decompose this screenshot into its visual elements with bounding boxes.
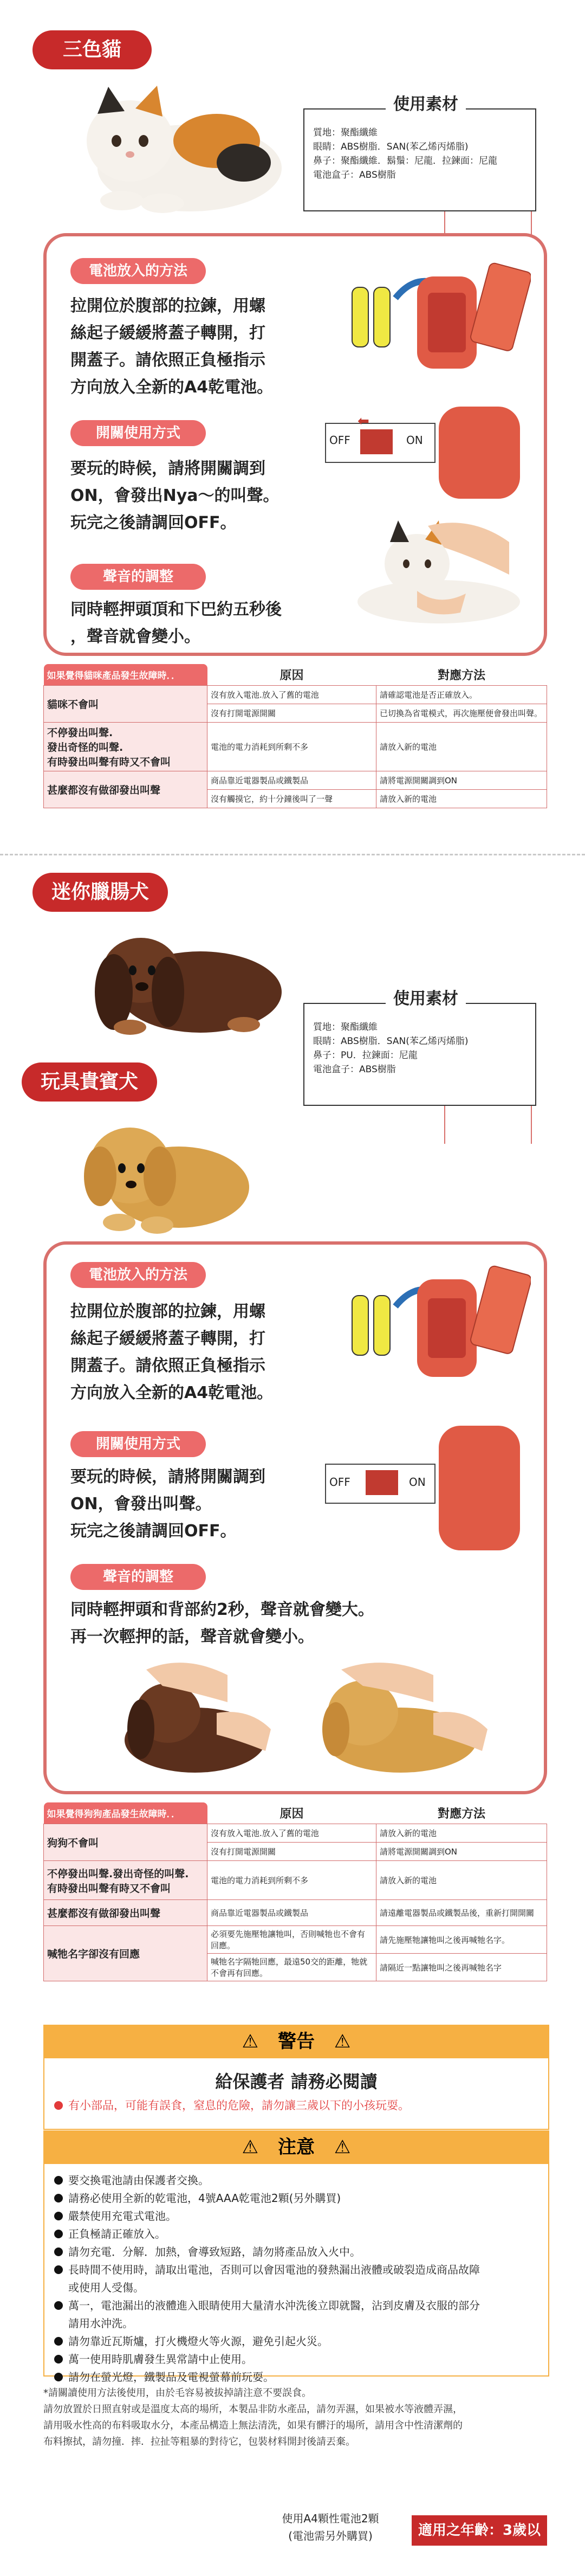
dog-sound-text: 同時輕押頭和背部約2秒，聲音就會變大。 再一次輕押的話，聲音就會變小。 bbox=[70, 1600, 374, 1646]
caution-bullet bbox=[54, 2337, 63, 2346]
cat-trouble-cause: 商品靠近電器製品或鐵製品 bbox=[207, 771, 376, 790]
off-label: OFF bbox=[329, 434, 350, 447]
warning-bullet bbox=[54, 2101, 63, 2110]
caution-item: 請務必使用全新的乾電池，4號AAA乾電池2顆(另外購買) bbox=[68, 2192, 341, 2205]
cat-battery-text: 拉開位於腹部的拉鍊，用螺 絲起子緩緩將蓋子轉開，打 開蓋子。請依照正負極指示 方向放入全新的A4乾電池。 bbox=[70, 297, 274, 397]
dog-trouble-question: 不停發出叫聲.發出奇怪的叫聲. 有時發出叫聲有時又不會叫 bbox=[44, 1861, 207, 1900]
dog-trouble-title: 如果覺得狗狗產品發生故障時．． bbox=[44, 1802, 207, 1824]
on-label: ON bbox=[409, 1476, 426, 1489]
battery-note: 使用A4顆性電池2顆 (電池需另外購買) bbox=[282, 2512, 379, 2542]
dog-battery-text: 拉開位於腹部的拉鍊，用螺 絲起子緩緩將蓋子轉開，打 開蓋子。請依照正負極指示 方向放入全新的A4乾電池。 bbox=[70, 1302, 274, 1402]
dog-switch-text: 要玩的時候，請將開關調到 ON，會發出叫聲。 玩完之後請調回OFF。 bbox=[70, 1467, 265, 1541]
dog-trouble-fix: 請將電源開關調到ON bbox=[376, 1843, 547, 1861]
switch-slider bbox=[366, 1470, 398, 1495]
switch-arrow: ⬅ bbox=[358, 413, 369, 429]
cat-trouble-fix: 請放入新的電池 bbox=[376, 790, 547, 808]
dog-material-line: 眼睛：ABS樹脂．SAN(苯乙烯丙烯脂) bbox=[313, 1036, 469, 1047]
caution-item: 要交換電池請由保護者交換。 bbox=[68, 2174, 209, 2187]
caution-triangle-icon: ⚠ bbox=[242, 2136, 259, 2158]
dog-trouble-cause: 必須要先施壓牠讓牠叫，否則喊牠也不會有回應。 bbox=[207, 1926, 376, 1954]
caution-item: 嚴禁使用充電式電池。 bbox=[68, 2210, 177, 2223]
cat-col-fix: 對應方法 bbox=[437, 669, 485, 682]
cat-trouble-question: 甚麼都沒有做卻發出叫聲 bbox=[44, 771, 207, 808]
dog-squeeze-illustration bbox=[108, 1648, 520, 1783]
cat-sound-label: 聲音的調整 bbox=[70, 564, 206, 590]
dog-battery-label: 電池放入的方法 bbox=[70, 1262, 206, 1288]
caution-item: 萬一使用時肌膚發生異常請中止使用。 bbox=[68, 2353, 252, 2366]
cat-switch-illustration bbox=[325, 407, 525, 499]
dog-trouble-cause: 商品靠近電器製品或鐵製品 bbox=[207, 1900, 376, 1926]
cat-trouble-fix: 已切換為省電模式，再次施壓便會發出叫聲。 bbox=[376, 704, 547, 723]
guide-line bbox=[531, 1106, 532, 1144]
dog-trouble-fix: 請遠離電器製品或鐵製品後，重新打開開關 bbox=[376, 1900, 547, 1926]
caution-triangle-icon: ⚠ bbox=[334, 2136, 351, 2158]
dachshund-title: 迷你臘腸犬 bbox=[32, 873, 168, 912]
poodle-title: 玩具貴賓犬 bbox=[22, 1062, 157, 1102]
cat-trouble-cause: 沒有打開電源開關 bbox=[207, 704, 376, 723]
battery-insert-illustration bbox=[336, 1258, 531, 1388]
cat-title: 三色貓 bbox=[32, 30, 152, 69]
cat-squeeze-illustration bbox=[347, 499, 531, 629]
warning-title: 警告 bbox=[278, 2031, 315, 2052]
caution-item: 請勿在螢光燈，鐵製品及電視螢幕前玩耍。 bbox=[68, 2371, 274, 2384]
guide-line bbox=[444, 1106, 445, 1144]
caution-item: 請勿充電．分解．加熱，會導致短路，請勿將產品放入火中。 bbox=[68, 2245, 361, 2258]
cat-sound-text: 同時輕押頭頂和下巴約五秒後 ，聲音就會變小。 bbox=[70, 600, 282, 646]
dog-trouble-fix: 請放入新的電池 bbox=[376, 1824, 547, 1843]
dog-trouble-cause: 喊牠名字隔牠回應，最遠50交的距離，牠就不會再有回應。 bbox=[207, 1954, 376, 1981]
dog-col-cause: 原因 bbox=[280, 1807, 304, 1821]
caution-bullet bbox=[54, 2265, 63, 2274]
cat-material-line: 電池盒子：ABS樹脂 bbox=[313, 170, 396, 181]
dog-material-line: 電池盒子：ABS樹脂 bbox=[313, 1064, 396, 1075]
cat-trouble-fix: 請放入新的電池 bbox=[376, 723, 547, 771]
cat-materials-heading: 使用素材 bbox=[386, 98, 466, 112]
warning-triangle-icon: ⚠ bbox=[242, 2031, 259, 2052]
caution-bullet bbox=[54, 2176, 63, 2185]
dog-switch-illustration bbox=[325, 1426, 525, 1550]
caution-header bbox=[43, 2130, 549, 2164]
cat-material-line: 鼻子：聚酯纖維．鬍鬚：尼龍．拉鍊面：尼龍 bbox=[313, 156, 497, 166]
cat-switch-text: 要玩的時候，請將開關調到 ON，會發出Nya～的叫聲。 玩完之後請調回OFF。 bbox=[70, 459, 280, 532]
cat-trouble-question: 貓咪不會叫 bbox=[44, 686, 207, 723]
cat-trouble-fix: 請確認電池是否正確放入。 bbox=[376, 686, 547, 704]
cat-trouble-question: 不停發出叫聲. 發出奇怪的叫聲. 有時發出叫聲有時又不會叫 bbox=[44, 723, 207, 771]
cat-materials-box bbox=[303, 95, 536, 211]
dog-trouble-cause: 沒有打開電源開關 bbox=[207, 1843, 376, 1861]
switch-slider bbox=[360, 429, 393, 454]
cat-battery-label: 電池放入的方法 bbox=[70, 258, 206, 284]
caution-item: 請用水沖洗。 bbox=[68, 2317, 133, 2330]
dog-trouble-fix: 請先施壓牠讓牠叫之後再喊牠名字。 bbox=[376, 1926, 547, 1954]
warning-header bbox=[43, 2025, 549, 2058]
age-badge: 適用之年齡：3歲以上 bbox=[412, 2515, 547, 2546]
dog-trouble-table bbox=[43, 1802, 547, 1981]
cat-material-line: 質地：聚酯纖維 bbox=[313, 127, 378, 138]
dog-trouble-fix: 請隔近一點讓牠叫之後再喊牠名字 bbox=[376, 1954, 547, 1981]
dog-trouble-cause: 沒有放入電池.放入了舊的電池 bbox=[207, 1824, 376, 1843]
dog-materials-heading: 使用素材 bbox=[386, 992, 466, 1006]
cat-col-cause: 原因 bbox=[280, 669, 304, 682]
cat-switch-label: 開關使用方式 bbox=[70, 420, 206, 446]
dog-sound-label: 聲音的調整 bbox=[70, 1564, 206, 1590]
dog-materials-box bbox=[303, 989, 536, 1106]
cat-trouble-fix: 請將電源開關調到ON bbox=[376, 771, 547, 790]
caution-bullet bbox=[54, 2355, 63, 2364]
caution-item: 請勿靠近瓦斯爐，打火機燈火等火源，避免引起火災。 bbox=[68, 2335, 328, 2348]
caution-bullet bbox=[54, 2247, 63, 2256]
warning-line: 有小部品，可能有誤食，窒息的危險，請勿讓三歲以下的小孩玩耍。 bbox=[68, 2099, 410, 2112]
caution-bullet bbox=[54, 2212, 63, 2220]
poodle-plush-image bbox=[70, 1111, 255, 1241]
dog-trouble-cause: 電池的電力消耗到所剩不多 bbox=[207, 1861, 376, 1900]
caution-item: 或使用人受傷。 bbox=[68, 2281, 144, 2294]
cat-plush-image bbox=[70, 81, 287, 222]
section-divider bbox=[0, 854, 585, 855]
caution-bullet bbox=[54, 2301, 63, 2310]
warning-triangle-icon: ⚠ bbox=[334, 2031, 351, 2052]
caution-bullet bbox=[54, 2373, 63, 2381]
dog-trouble-question: 狗狗不會叫 bbox=[44, 1824, 207, 1861]
cat-trouble-table bbox=[43, 664, 547, 808]
caution-item: 長時間不使用時，請取出電池，否則可以會因電池的發熱漏出液體或破裂造成商品故障 bbox=[68, 2263, 480, 2276]
dachshund-plush-image bbox=[81, 916, 287, 1046]
off-label: OFF bbox=[329, 1476, 350, 1489]
cat-trouble-cause: 沒有觸摸它，約十分鐘後叫了一聲 bbox=[207, 790, 376, 808]
dog-switch-label: 開關使用方式 bbox=[70, 1431, 206, 1457]
warning-subtitle: 給保護者 請務必閱讀 bbox=[215, 2071, 378, 2092]
dog-trouble-question: 喊牠名字卻沒有回應 bbox=[44, 1926, 207, 1981]
on-label: ON bbox=[406, 434, 423, 447]
cat-trouble-cause: 電池的電力消耗到所剩不多 bbox=[207, 723, 376, 771]
footer-notes: *請關讀使用方法後使用，由於毛容易被拔掉請注意不要誤食。 請勿放置於日照直射或是溫度太高的場所，本製品非防水產品，請勿弄濕，如果被水等液體弄濕， 請用吸水性高的布料吸取水分，本產品構造上無法清洗，如果有髒汙的場所，請用含中性清潔劑的 布料擦拭，請勿撞．摔．拉扯等粗暴的對待它，包裝材料開封後請丟棄。 bbox=[43, 2387, 463, 2448]
caution-bullet bbox=[54, 2194, 63, 2203]
cat-material-line: 眼睛：ABS樹脂．SAN(苯乙烯丙烯脂) bbox=[313, 141, 469, 152]
caution-item: 正負極請正確放入。 bbox=[68, 2227, 166, 2240]
caution-bullet bbox=[54, 2230, 63, 2238]
dog-material-line: 鼻子：PU．拉鍊面：尼龍 bbox=[313, 1050, 418, 1061]
dog-material-line: 質地：聚酯纖維 bbox=[313, 1022, 378, 1033]
caution-title: 注意 bbox=[278, 2136, 315, 2158]
dog-trouble-question: 甚麼都沒有做卻發出叫聲 bbox=[44, 1900, 207, 1926]
battery-insert-illustration bbox=[336, 255, 531, 379]
dog-trouble-fix: 請放入新的電池 bbox=[376, 1861, 547, 1900]
cat-trouble-title: 如果覺得貓咪產品發生故障時．． bbox=[44, 664, 207, 686]
dog-col-fix: 對應方法 bbox=[437, 1807, 485, 1821]
cat-trouble-cause: 沒有放入電池.放入了舊的電池 bbox=[207, 686, 376, 704]
caution-item: 萬一，電池漏出的液體進入眼睛使用大量清水沖洗後立即就醫，沾到皮膚及衣服的部分 bbox=[68, 2299, 480, 2312]
